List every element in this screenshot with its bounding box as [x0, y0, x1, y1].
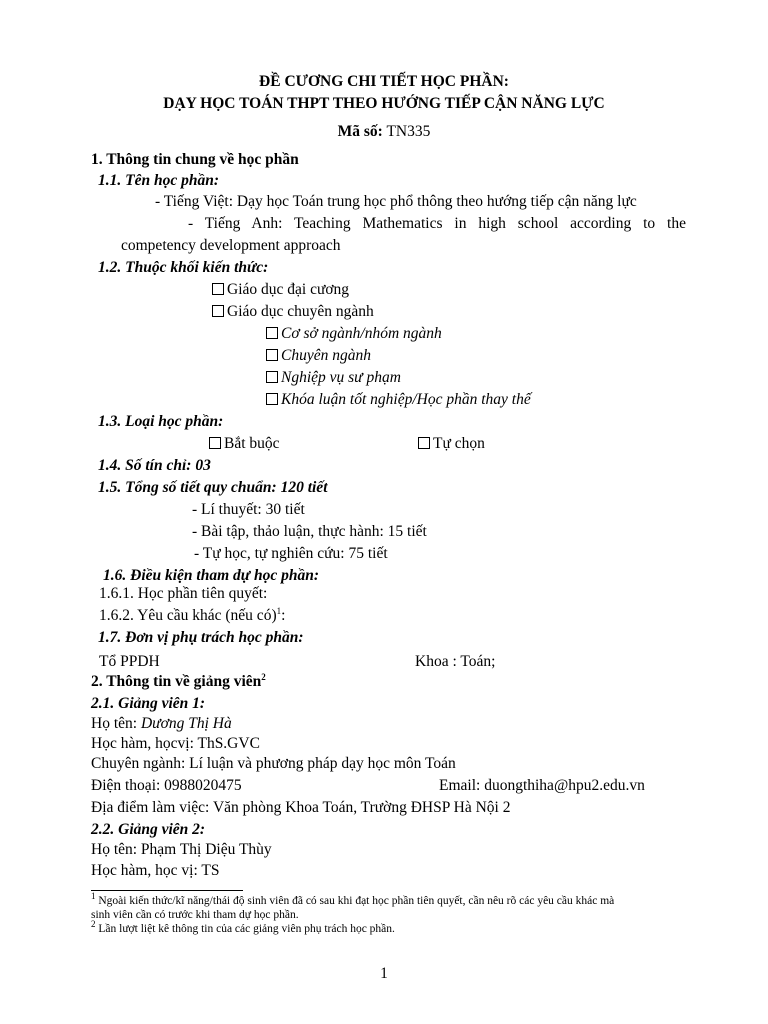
gv1-heading: 2.1. Giảng viên 1: [91, 695, 206, 712]
footnote-2-text: Lần lượt liệt kê thông tin của các giảng viên phụ trách học phần. [95, 923, 395, 935]
english-name-line1: - Tiếng Anh: Teaching Mathematics in high school according to the [188, 215, 686, 232]
unit-faculty: Khoa : Toán; [415, 653, 496, 670]
knowledge-pedagogy-label: Nghiệp vụ sư phạm [281, 369, 401, 386]
document-title-line2: DẠY HỌC TOÁN THPT THEO HƯỚNG TIẾP CẬN NĂNG LỰC [163, 95, 605, 112]
gv1-name-value: Dương Thị Hà [140, 715, 232, 732]
footnote-1-number: 1 [91, 891, 96, 902]
course-code [0, 122, 768, 142]
footnote-1-line2: sinh viên cần có trước khi tham dự học phần. [91, 909, 299, 921]
hours-self-study: - Tự học, tự nghiên cứu: 75 tiết [194, 545, 388, 562]
knowledge-specialization-label: Chuyên ngành [281, 347, 371, 364]
section2-heading-text: 2. Thông tin về giảng viên [91, 673, 262, 690]
knowledge-general[interactable] [212, 280, 349, 300]
footnote-ref-1[interactable]: 1 [276, 605, 282, 616]
footnote-2-number: 2 [91, 919, 96, 930]
checkbox-icon[interactable] [266, 371, 278, 383]
gv2-rank: Học hàm, học vị: TS [91, 862, 220, 879]
type-elective[interactable] [418, 434, 485, 454]
course-code-label: Mã số: [337, 123, 383, 140]
english-name-line2: competency development approach [121, 237, 341, 254]
h15-heading: 1.5. Tổng số tiết quy chuẩn: 120 tiết [98, 479, 328, 496]
document-title-line1: ĐỀ CƯƠNG CHI TIẾT HỌC PHẦN: [259, 73, 509, 90]
other-requirements [99, 606, 285, 626]
type-required-label: Bắt buộc [224, 435, 280, 452]
checkbox-icon[interactable] [418, 437, 430, 449]
gv1-name-label: Họ tên: [91, 715, 141, 732]
other-requirements-colon: : [281, 607, 286, 624]
h11-heading: 1.1. Tên học phần: [98, 172, 219, 189]
knowledge-thesis[interactable] [266, 390, 531, 410]
knowledge-major-label: Giáo dục chuyên ngành [227, 303, 374, 320]
knowledge-major[interactable] [212, 302, 374, 322]
footnote-2 [91, 919, 395, 936]
section1-heading: 1. Thông tin chung về học phần [91, 151, 299, 168]
section2-heading [91, 672, 266, 692]
course-code-value: TN335 [382, 123, 431, 140]
h12-heading: 1.2. Thuộc khối kiến thức: [98, 259, 269, 276]
knowledge-general-label: Giáo dục đại cương [227, 281, 350, 298]
checkbox-icon[interactable] [266, 349, 278, 361]
knowledge-thesis-label: Khóa luận tốt nghiệp/Học phần thay thế [281, 391, 531, 408]
knowledge-foundation-label: Cơ sở ngành/nhóm ngành [281, 325, 442, 342]
gv1-name [91, 714, 232, 734]
h14-heading: 1.4. Số tín chỉ: 03 [98, 457, 211, 474]
checkbox-icon[interactable] [212, 283, 224, 295]
unit-group: Tổ PPDH [99, 653, 160, 670]
knowledge-foundation[interactable] [266, 324, 442, 344]
page-number: 1 [380, 965, 388, 982]
checkbox-icon[interactable] [209, 437, 221, 449]
gv1-phone: Điện thoại: 0988020475 [91, 777, 242, 794]
footnote-1-line1 [91, 891, 615, 908]
prerequisite: 1.6.1. Học phần tiên quyết: [99, 585, 268, 602]
checkbox-icon[interactable] [212, 305, 224, 317]
gv2-name: Họ tên: Phạm Thị Diệu Thùy [91, 841, 272, 858]
gv1-rank: Học hàm, họcvị: ThS.GVC [91, 735, 260, 752]
type-elective-label: Tự chọn [433, 435, 485, 452]
knowledge-pedagogy[interactable] [266, 368, 401, 388]
footnote-1-text: Ngoài kiến thức/kĩ năng/thái độ sinh viên đã có sau khi đạt học phần tiên quyết, cần nêu rõ các yêu cầu khác mà [95, 895, 615, 907]
checkbox-icon[interactable] [266, 327, 278, 339]
hours-practice: - Bài tập, thảo luận, thực hành: 15 tiết [192, 523, 427, 540]
type-required[interactable] [209, 434, 280, 454]
checkbox-icon[interactable] [266, 393, 278, 405]
vietnamese-name: - Tiếng Việt: Dạy học Toán trung học phổ thông theo hướng tiếp cận năng lực [155, 193, 637, 210]
other-requirements-text: 1.6.2. Yêu cầu khác (nếu có) [99, 607, 277, 624]
h16-heading: 1.6. Điều kiện tham dự học phần: [103, 567, 319, 584]
gv1-workplace: Địa điểm làm việc: Văn phòng Khoa Toán, Trường ĐHSP Hà Nội 2 [91, 799, 511, 816]
footnote-ref-2[interactable]: 2 [261, 671, 266, 682]
h13-heading: 1.3. Loại học phần: [98, 413, 224, 430]
gv1-email[interactable]: Email: duongthiha@hpu2.edu.vn [439, 777, 645, 794]
h17-heading: 1.7. Đơn vị phụ trách học phần: [98, 629, 304, 646]
footnote-separator [91, 890, 243, 891]
hours-theory: - Lí thuyết: 30 tiết [192, 501, 305, 518]
gv2-heading: 2.2. Giảng viên 2: [91, 821, 206, 838]
gv1-major: Chuyên ngành: Lí luận và phương pháp dạy học môn Toán [91, 755, 456, 772]
knowledge-specialization[interactable] [266, 346, 371, 366]
